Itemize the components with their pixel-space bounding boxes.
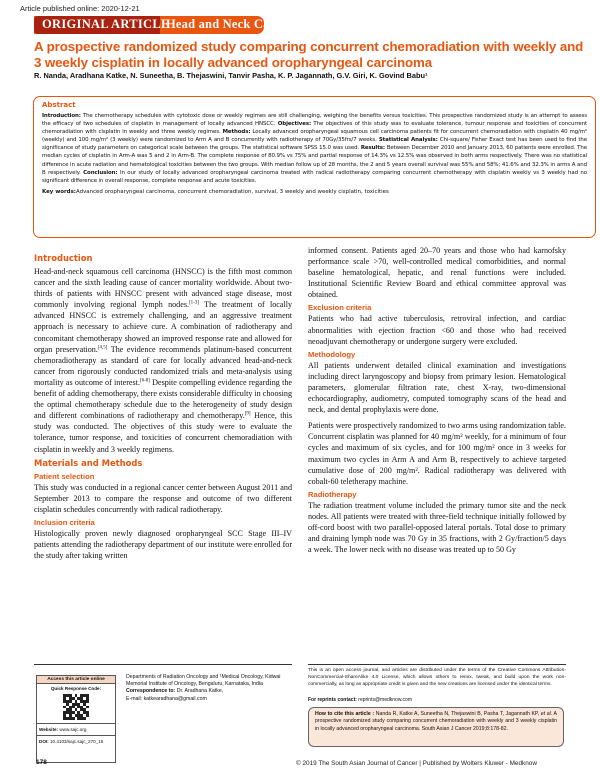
intro-text-4: Despite compelling evidence regarding the benefit of adding chemotherapy, there exists considerable difficulty in choosing the optimal chemotherapy schedule due to the heterogeneity of study design and different combinations of radiotherapy and chemotherapy. — [34, 377, 292, 421]
reprints-contact — [308, 697, 412, 703]
qr-label: Quick Response Code: — [50, 686, 102, 691]
intro-text-2: The treatment of locally advanced HNSCC is extremely challenging, and an aggressive treatment approach is necessary to achieve cure. A combination of radiotherapy and concomitant chemotherapy showed an improved response rate and allowed for organ preservation. — [34, 300, 292, 354]
how-to-cite-box — [308, 707, 564, 747]
cite-label: How to cite this article : — [315, 711, 375, 717]
intro-text-1: Head-and-neck squamous cell carcinoma (HNSCC) is the fifth most common cancer and the sixth leading cause of cancer mortality worldwide. About two-thirds of patients with HNSCC present with advanced stage disease, most commonly involving regional lymph nodes. — [34, 267, 292, 310]
reprints-label: For reprints contact: — [308, 697, 357, 703]
access-article-box — [36, 675, 116, 763]
correspondence-name: Dr. Aradhana Katke, — [175, 688, 224, 695]
website-label: Website: — [39, 727, 59, 732]
website-line — [37, 723, 115, 735]
footnote-divider-right — [308, 664, 566, 665]
cite-etal: et al — [540, 711, 551, 717]
keywords-label: Key words: — [42, 188, 76, 195]
doi-label: DOI: — [39, 739, 49, 744]
abstract-heading: Abstract — [42, 101, 76, 109]
abstract-conclusion: In our study of locally advanced oropharyngeal carcinoma treated with radical radiotherapy comparing concurrent chemotherapy with cisplatin weekly vs 3 weekly had no significant difference in overall response, complete response and acute toxicities. — [42, 169, 587, 184]
patient-selection-paragraph: This study was conducted in a regional cancer center between August 2011 and September 2013 to compare the response and outcome of two different cisplatin schedules concurrently with radical radiotherapy. — [34, 482, 292, 514]
cite-text: Nanda R, Katke A, Suneetha N, Thejaswini B, Pasha T, Jagannath KP, — [374, 711, 541, 717]
abstract-text — [42, 112, 587, 185]
qr-code-icon[interactable] — [63, 694, 89, 720]
inclusion-paragraph-continued: informed consent. Patients aged 20–70 years and those who had karnofsky performance scale >70, well-controlled medical comorbidities, and normal baseline hematological, hepatic, and renal functions were included. Institutional Scientific Review Board and ethical committee approval was obtained. — [308, 246, 566, 300]
reprints-email[interactable]: reprints@medknow.com — [356, 697, 413, 703]
affiliation-block — [126, 674, 296, 703]
intro-text-5: Hence, this study was conducted. The objectives of this study were to evaluate the tolerance, tumor response, and toxicities of concurrent chemoradiation with cisplatin in weekly and 3 weekly regimens. — [34, 411, 292, 454]
correspondence-email[interactable]: E-mail: katkearadhana@gmail.com — [126, 695, 207, 702]
article-title: A prospective randomized study comparing concurrent chemoradiation with weekly and 3 weekly cisplatin in locally advanced oropharyngeal carcinoma — [34, 39, 584, 70]
citation-ref[interactable]: [9] — [244, 411, 251, 417]
article-type-label: ORIGINAL ARTICLE — [42, 17, 170, 31]
abstract-box — [33, 96, 596, 238]
footnote-divider-left — [34, 664, 292, 665]
correspondence-label: Correspondence to: — [126, 688, 176, 695]
inclusion-paragraph: Histologically proven newly diagnosed oropharyngeal SCC Stage III–IV patients attending the radiotherapy department of our institute were enrolled for the study after taking written — [34, 528, 293, 561]
subsection-heading-exclusion: Exclusion criteria — [308, 303, 372, 313]
article-category-label: Head and Neck Cancers — [166, 17, 300, 31]
abstract-methods-label: Methods: — [222, 129, 251, 136]
subsection-heading-radiotherapy: Radiotherapy — [308, 489, 357, 499]
abstract-results-label: Results: — [360, 145, 385, 152]
published-date: Article published online: 2020-12-21 — [20, 4, 140, 13]
abstract-stats-label: Statistical Analysis: — [378, 137, 438, 144]
author-list: R. Nanda, Aradhana Katke, N. Suneetha, B. Thejaswini, Tanvir Pasha, K. P. Jagannath, G.V. Giri, K. Govind Babu¹ — [34, 71, 428, 80]
website-link[interactable]: www.sajc.org — [58, 727, 87, 732]
citation-ref[interactable]: [1-3] — [189, 300, 199, 306]
page-number: 178 — [36, 759, 47, 766]
abstract-intro-label: Introduction: — [42, 113, 81, 119]
correspondence-line — [126, 688, 296, 695]
copyright-footer: © 2019 The South Asian Journal of Cancer | Published by Wolters Kluwer - Medknow — [296, 760, 537, 767]
abstract-objectives: The objectives of this study was to evaluate tolerance, tumour response and toxicities of concurrent chemoradiation with cisplatin in weekly and three weekly regimes. — [42, 121, 587, 136]
subsection-heading-inclusion: Inclusion criteria — [34, 517, 95, 527]
abstract-results: Between December 2010 and January 2013, 60 patients were enrolled. The median cycles of cisplatin in Arm-A was 5 and 2 in Arm-B. The complete response of 80.9% vs 75% and partial response of 14.3% vs 12.5% was observed in both arms respectively. There was no statistical difference in acute radiation and hematological toxicities between the two groups. With median follow up of 28 months, the 2 and 5 years overall survival was 55% and 58%; 41.6% and 32.3% in arms A and B respectively. — [42, 145, 587, 176]
body-column-right — [308, 245, 566, 557]
keywords — [42, 189, 587, 195]
section-heading-introduction: Introduction — [34, 253, 93, 263]
license-notice: This is an open access journal, and articles are distributed under the terms of the Creative Commons Attribution-NonCommercial-ShareAlike 4.0 License, which allows others to remix, tweak, and build upon the work non-commercially, as long as appropriate credit is given and the new creations are licensed under the identical terms. — [308, 668, 566, 687]
subsection-heading-methodology: Methodology — [308, 349, 356, 359]
abstract-objectives-label: Objectives: — [277, 121, 312, 128]
section-heading-materials-methods: Materials and Methods — [34, 457, 143, 468]
citation-ref[interactable]: [6-8] — [139, 378, 150, 384]
subsection-heading-patient-selection: Patient selection — [34, 471, 95, 481]
keywords-text: Advanced oropharyngeal carcinoma, concurrent chemoradiation, survival, 3 weekly and weekly cisplatin, toxicities — [76, 188, 389, 195]
abstract-methods: Locally advanced oropharyngeal squamous cell carcinoma patients fit for concurrent chemoradiation with cisplatin 40 mg/m² (weekly) and 100 mg/m² (3 weekly) were randomized to Arm A and B concurrently with radiotherapy of 70Gy/35frs/7 weeks. — [42, 129, 587, 144]
department-affiliation: Departments of Radiation Oncology and ¹Medical Oncology, Kidwai Memorial Institute of Oncology, Bengaluru, Karnataka, India — [126, 674, 281, 688]
body-column-left — [34, 250, 292, 563]
doi-link[interactable]: 10.4103/sajc.sajc_270_16 — [48, 739, 104, 744]
introduction-paragraph — [34, 266, 292, 455]
access-title: Access this article online — [37, 676, 115, 684]
intro-text-3: The evidence recommends platinum-based concurrent chemoradiotherapy as standard of care for locally advanced head-and-neck cancer from rigorously conducted randomized trials and meta-analysis using mortality as outcome of interest. — [34, 344, 292, 387]
abstract-conclusion-label: Conclusion: — [83, 169, 118, 176]
methodology-paragraph-1: All patients underwent detailed clinical examination and investigations including direct laryngoscopy and biopsy from primary lesion. Hematological parameters, glomerular filtration rate, chest X-ray, two-dimensional echocardiography, audiometry, computed tomography scans of the head and neck, and dental prophylaxis were done. — [308, 360, 566, 415]
abstract-stats: Chi-square/ Fisher Exact test has been used to find the significance of study parameters on categorical scale between the groups. The statistical software SPSS 15.0 was used. — [42, 137, 587, 152]
citation-ref[interactable]: [4,5] — [97, 344, 108, 350]
radiotherapy-paragraph: The radiation treatment volume included the primary tumor site and the neck nodes. All patients were treated with three-field technique initially followed by off-cord boost with two parallel-opposed lateral portals. Total dose to primary and draining lymph node was 70 Gy in 35 fractions, with 2 Gy/fraction/5 days a week. The lower neck with no disease was treated up to 50 Gy — [308, 500, 566, 555]
exclusion-paragraph: Patients who had active tuberculosis, retroviral infection, and cardiac abnormalities with ejection fraction <60 and those who had received neoadjuvant chemotherapy or undergone surgery were excluded. — [308, 314, 566, 346]
methodology-paragraph-2: Patients were prospectively randomized to two arms using randomization table. Concurrent cisplatin was planned for 40 mg/m² weekly, for a minimum of four cycles and maximum of six cycles, and for 100 mg/m² once in 3 weeks for maximum two cycles in Arm A and Arm B, respectively to achieve targeted cumulative dose of 200 mg/m². Radical radiotherapy was delivered with cobalt-60 teletherapy machine. — [308, 421, 566, 486]
cite-text-2: . A prospective randomized study comparing concurrent chemoradiation with weekly and 3 weekly cisplatin in locally advanced oropharyngeal carcinoma. South Asian J Cancer 2019;8:178-82. — [315, 711, 557, 732]
abstract-intro: The chemotherapy schedules with cytotoxic dose or weekly regimes are still challenging, weighing the benefits versus toxicities. This prospective randomized study is an attempt to assess the efficacy of two schedules of cisplatin in management of locally advanced HNSCC. — [42, 113, 587, 128]
doi-line — [37, 735, 115, 747]
